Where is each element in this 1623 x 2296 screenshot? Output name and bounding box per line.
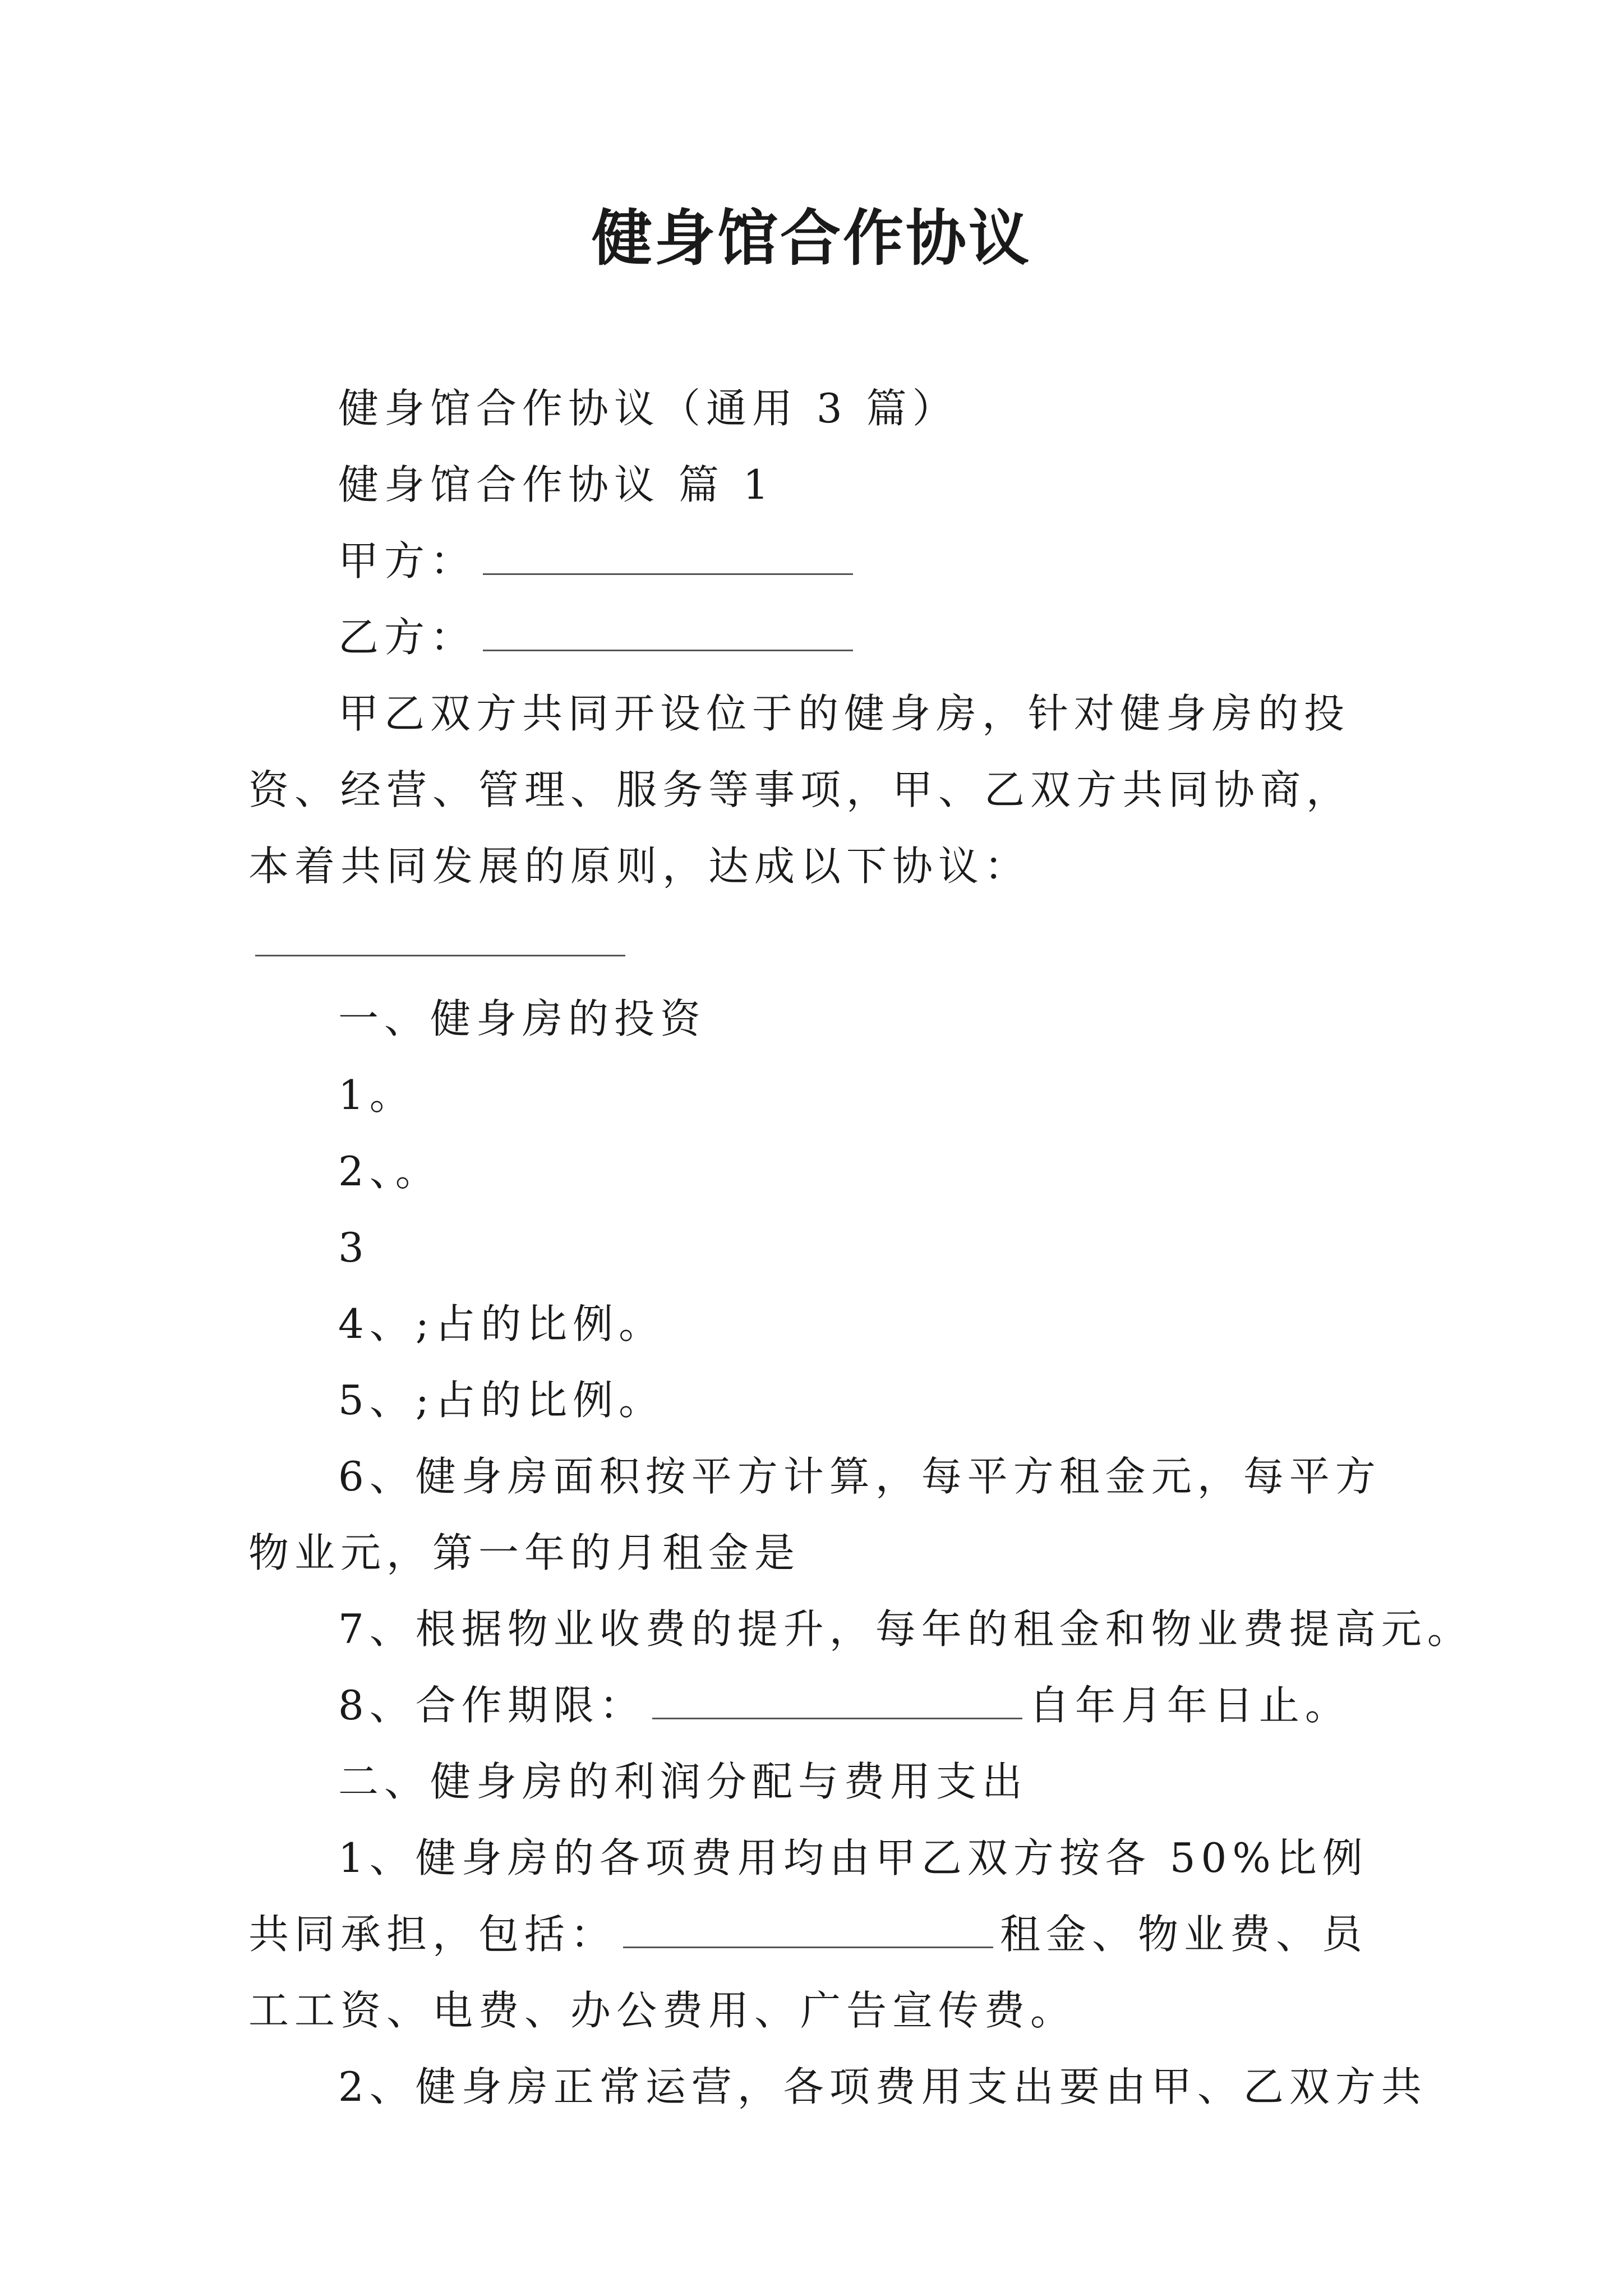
- item1-7: 7、根据物业收费的提升，每年的租金和物业费提高元。: [338, 1605, 1473, 1653]
- item2-1-suffix: 租金、物业费、员工工资、电费、办公费用、广告宣传费。: [248, 1911, 1368, 2034]
- intro-paragraph: [248, 675, 1393, 981]
- part-heading: 健身馆合作协议 篇 1: [338, 461, 774, 508]
- party-a-blank: [483, 540, 853, 575]
- section1-heading: 一、健身房的投资: [338, 995, 707, 1042]
- document-body: [248, 370, 1473, 2125]
- item1-8: [248, 1667, 1393, 1743]
- section2-heading: 二、健身房的利润分配与费用支出: [338, 1758, 1029, 1805]
- item1-3: 3: [338, 1224, 370, 1271]
- item1-8-suffix: 自年月年日止。: [1029, 1682, 1351, 1729]
- item2-1: [248, 1820, 1393, 2049]
- party-a-line: [248, 523, 1393, 599]
- party-a-label: 甲方：: [338, 537, 477, 585]
- intro-blank: [255, 921, 625, 956]
- item2-2: 2、健身房正常运营，各项费用支出要由甲、乙双方共: [338, 2063, 1427, 2110]
- document-title: 健身馆合作协议: [591, 203, 1031, 274]
- item1-6: 6、健身房面积按平方计算，每平方租金元，每平方物业元，第一年的月租金是: [248, 1453, 1381, 1576]
- subtitle: 健身馆合作协议（通用 3 篇）: [338, 385, 958, 432]
- intro-text: 甲乙双方共同开设位于的健身房，针对健身房的投资、经营、管理、服务等事项，甲、乙双方共同协商，本着共同发展的原则，达成以下协议：: [248, 690, 1353, 890]
- item1-4: 4、;占的比例。: [338, 1300, 665, 1347]
- item1-2: 2、。: [338, 1148, 441, 1195]
- party-b-label: 乙方：: [338, 614, 477, 661]
- party-b-blank: [483, 616, 853, 651]
- party-b-line: [248, 599, 1393, 675]
- item1-8-prefix: 8、合作期限：: [338, 1682, 645, 1729]
- item1-5: 5、;占的比例。: [338, 1377, 665, 1424]
- expenses-blank: [623, 1913, 993, 1948]
- term-blank: [652, 1684, 1022, 1719]
- item1-1: 1。: [338, 1071, 416, 1119]
- item2-1-prefix: 1、健身房的各项费用均由甲乙双方按各 50%比例共同承担，包括：: [248, 1834, 1368, 1958]
